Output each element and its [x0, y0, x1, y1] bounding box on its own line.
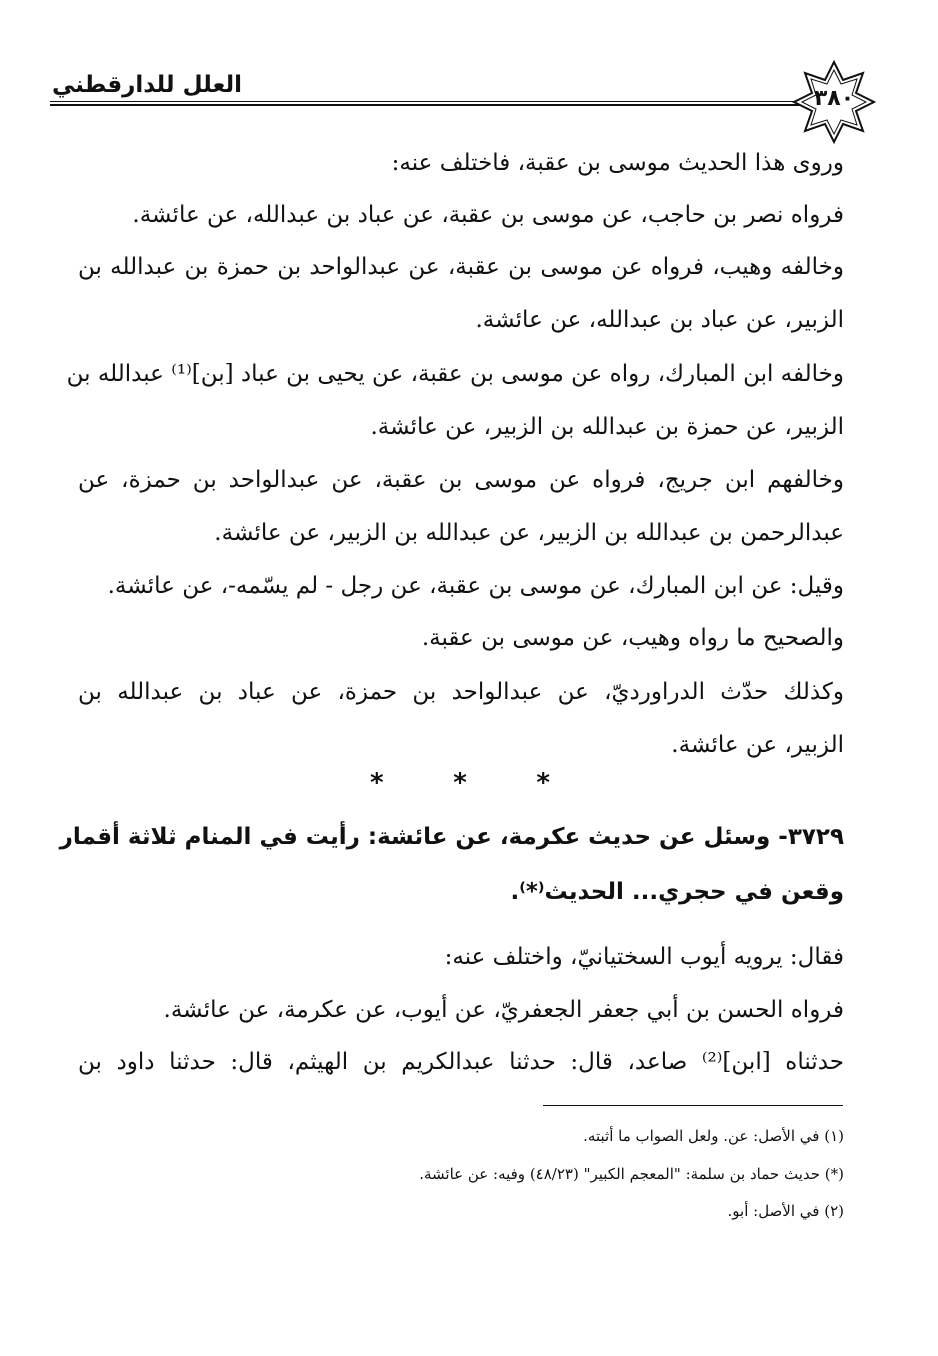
asterisk: * [536, 768, 550, 798]
text-line: الزبير، عن عباد بن عبدالله، عن عائشة. [475, 307, 844, 333]
text-line: فقال: يرويه أيوب السختيانيّ، واختلف عنه: [444, 944, 844, 970]
header-rule [50, 101, 838, 106]
text-line: حدثناه [ابن]⁽²⁾ صاعد، قال: حدثنا عبدالكريم بن الهيثم، قال: حدثنا داود بن [78, 1049, 844, 1075]
asterisk: * [370, 768, 384, 798]
text-line: وروى هذا الحديث موسى بن عقبة، فاختلف عنه: [391, 150, 844, 176]
entry-heading: وقعن في حجري... الحديث⁽*⁾. [510, 879, 844, 905]
section-separator [370, 768, 550, 798]
footnote: (٢) في الأصل: أبو. [727, 1202, 844, 1220]
footnote: (١) في الأصل: عن. ولعل الصواب ما أثبته. [583, 1127, 844, 1145]
entry-heading: ٣٧٢٩- وسئل عن حديث عكرمة، عن عائشة: رأيت في المنام ثلاثة أقمار [59, 824, 844, 850]
text-line: فرواه نصر بن حاجب، عن موسى بن عقبة، عن عباد بن عبدالله، عن عائشة. [132, 202, 844, 228]
footnote: (*) حديث حماد بن سلمة: "المعجم الكبير" (٤٨/٢٣) وفيه: عن عائشة. [419, 1165, 844, 1183]
running-title: العلل للدارقطني [52, 72, 242, 98]
text-line: عبدالرحمن بن عبدالله بن الزبير، عن عبدالله بن الزبير، عن عائشة. [214, 520, 844, 546]
text-line: الزبير، عن حمزة بن عبدالله بن الزبير، عن عائشة. [370, 414, 844, 440]
text-line: وقيل: عن ابن المبارك، عن موسى بن عقبة، عن رجل - لم يسّمه-، عن عائشة. [107, 573, 844, 599]
text-line: الزبير، عن عائشة. [671, 732, 844, 758]
text-line: فرواه الحسن بن أبي جعفر الجعفريّ، عن أيوب، عن عكرمة، عن عائشة. [163, 997, 844, 1023]
text-line: وخالفهم ابن جريج، فرواه عن موسى بن عقبة، عن عبدالواحد بن حمزة، عن [78, 467, 844, 493]
footnote-rule [543, 1105, 843, 1106]
text-line: والصحيح ما رواه وهيب، عن موسى بن عقبة. [421, 625, 844, 651]
page-number: ٣٨٠ [813, 86, 855, 111]
text-line: وخالفه ابن المبارك، رواه عن موسى بن عقبة، عن يحيى بن عباد [بن]⁽¹⁾ عبدالله بن [66, 361, 844, 387]
asterisk: * [453, 768, 467, 798]
text-line: وخالفه وهيب، فرواه عن موسى بن عقبة، عن عبدالواحد بن حمزة بن عبدالله بن [78, 254, 844, 280]
text-line: وكذلك حدّث الدراورديّ، عن عبدالواحد بن حمزة، عن عباد بن عبدالله بن [78, 679, 844, 705]
